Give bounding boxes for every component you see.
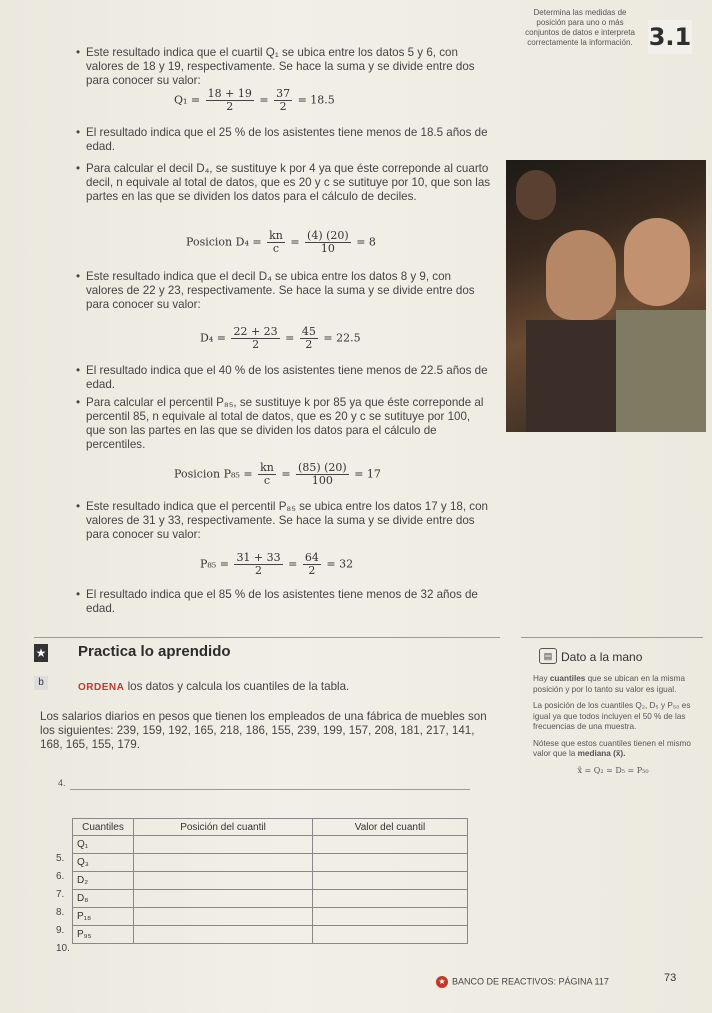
book-icon: ▤ [539, 648, 557, 664]
sidebar-note [521, 637, 703, 775]
practice-header [34, 642, 500, 664]
bullet-3: • Para calcular el decil D₄, se sustituye k por 4 ya que éste correponde al cuarto decil, n equivale al total de datos, que es 20 y c se sutituye por 10, que son las partes en las que se dividen los datos para el cálculo de deciles. [76, 162, 491, 204]
formula-p85-position: Posicion P₈₅ = $\frac{kn}{c}$ = $\frac{(85) (20)}{100}$ = 17 [174, 461, 381, 487]
row-numbers: 5. 6. 7. 8. 9. 10. [56, 853, 70, 954]
page-number: 73 [664, 972, 677, 984]
quantile-cell: P₉₅ [73, 926, 134, 944]
quantile-cell: P₁₈ [73, 908, 134, 926]
bullet-8: • El resultado indica que el 85 % de los asistentes tiene menos de 32 años de edad. [76, 588, 491, 616]
item-4-label: 4. [58, 778, 66, 788]
problem-statement: Los salarios diarios en pesos que tienen los empleados de una fábrica de muebles son los siguientes: 239, 159, 192, 165, 218, 186, 155, 239, 199, 157, 208, 181, 217, 141, 168, 165, 155, 179. [40, 710, 487, 751]
bullet-7: • Este resultado indica que el percentil P₈₅ se ubica entre los datos 17 y 18, con valores de 31 y 33, respectivamente. Se hace la suma y se divide entre dos para conocer su valor: [76, 500, 491, 542]
col-header: Posición del cuantil [134, 819, 313, 836]
answer-cell[interactable] [134, 836, 313, 854]
answer-cell[interactable] [134, 890, 313, 908]
quantile-cell: Q₃ [73, 854, 134, 872]
answer-cell[interactable] [134, 926, 313, 944]
practice-instruction: ORDENA los datos y calcula los cuantiles de la tabla. [78, 680, 350, 693]
bullet-6: • Para calcular el percentil P₈₅, se sustituye k por 85 ya que éste correponde al percentil 85, n equivale al total de datos, que es 20 y c se sutituye por 100, que son las partes en las que se dividen los datos para el cálculo de percentiles. [76, 396, 491, 452]
concert-audience-photo [506, 160, 706, 432]
answer-line [70, 789, 470, 790]
formula-q1: Q₁ = $\frac{18 + 19}{2}$ = $\frac{37}{2}$ = 18.5 [174, 87, 335, 113]
quantiles-table [72, 818, 468, 944]
formula-d4-position: Posicion D₄ = $\frac{kn}{c}$ = $\frac{(4) (20)}{10}$ = 8 [186, 229, 376, 255]
bullet-4: • Este resultado indica que el decil D₄ se ubica entre los datos 8 y 9, con valores de 22 y 23, respectivamente. Se hace la suma y se divide entre dos para conocer su valor: [76, 270, 491, 312]
answer-cell[interactable] [313, 908, 468, 926]
quantile-cell: Q₁ [73, 836, 134, 854]
bullet-5: • El resultado indica que el 40 % de los asistentes tiene menos de 22.5 años de edad. [76, 364, 491, 392]
objective-text: Determina las medidas de posición para uno o más conjuntos de datos e interpreta correctamente la información. [525, 8, 635, 47]
star-icon: ★ [35, 646, 47, 660]
section-divider [34, 637, 500, 638]
quantile-cell: D₂ [73, 872, 134, 890]
sidebar-title: Dato a la mano [561, 650, 643, 664]
star-icon: ★ [436, 976, 448, 988]
answer-cell[interactable] [134, 872, 313, 890]
item-letter: b [34, 676, 48, 690]
answer-cell[interactable] [134, 908, 313, 926]
answer-cell[interactable] [313, 854, 468, 872]
formula-p85-value: P₈₅ = $\frac{31 + 33}{2}$ = $\frac{64}{2}$ = 32 [200, 551, 354, 577]
practice-title: Practica lo aprendido [78, 643, 231, 660]
answer-cell[interactable] [313, 836, 468, 854]
section-badge: 3.1 [648, 20, 692, 54]
col-header: Cuantiles [73, 819, 134, 836]
median-formula: x̃ = Q₂ = D₅ = P₅₀ [577, 765, 649, 775]
quantile-cell: D₈ [73, 890, 134, 908]
bullet-2: • El resultado indica que el 25 % de los asistentes tiene menos de 18.5 años de edad. [76, 126, 491, 154]
answer-cell[interactable] [313, 872, 468, 890]
answer-cell[interactable] [134, 854, 313, 872]
col-header: Valor del cuantil [313, 819, 468, 836]
sidebar-body: Hay cuantiles que se ubican en la misma posición y por lo tanto su valor es igual. La posición de los cuantiles Q₂, D₅ y P₅₀ es igual ya que todos incluyen el 50 % de las frecuencias de una muestra. Nótese que estos cuantiles tienen el mismo valor que la mediana (x̃). x̃ = Q₂ = D₅ = P₅₀ [533, 674, 693, 776]
answer-cell[interactable] [313, 926, 468, 944]
formula-d4-value: D₄ = $\frac{22 + 23}{2}$ = $\frac{45}{2}$ = 22.5 [200, 325, 361, 351]
answer-cell[interactable] [313, 890, 468, 908]
bank-reference: ★ BANCO DE REACTIVOS: PÁGINA 117 [436, 976, 609, 988]
bullet-1: • Este resultado indica que el cuartil Q₁ se ubica entre los datos 5 y 6, con valores de 18 y 19, respectivamente. Se hace la suma y se divide entre dos para conocer su valor: [76, 46, 491, 88]
